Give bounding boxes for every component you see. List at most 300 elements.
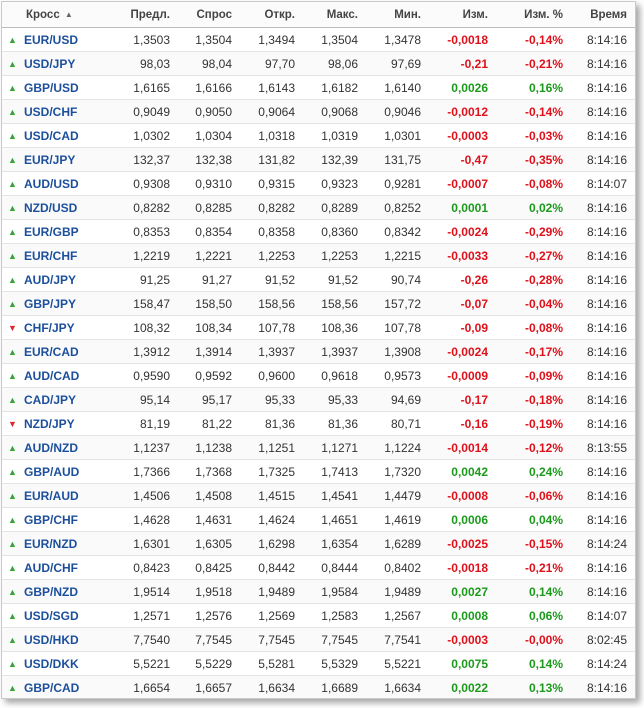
arrow-up-icon: ▲ (8, 226, 17, 237)
high-cell: 158,56 (303, 292, 366, 316)
change-percent-cell: 0,02% (496, 196, 571, 220)
table-row (2, 484, 635, 508)
pair-cell (2, 196, 114, 220)
ask-cell: 1,6305 (178, 532, 240, 556)
low-cell: 1,3908 (366, 340, 429, 364)
pair-link[interactable]: NZD/USD (24, 200, 78, 215)
bid-cell: 132,37 (114, 148, 178, 172)
column-header-time[interactable]: Время (571, 2, 635, 28)
pair-link[interactable]: USD/CAD (24, 128, 79, 143)
low-cell: 94,69 (366, 388, 429, 412)
pair-cell (2, 100, 114, 124)
pair-cell (2, 52, 114, 76)
open-cell: 158,56 (240, 292, 303, 316)
arrow-up-icon: ▲ (8, 514, 17, 525)
bid-cell: 95,14 (114, 388, 178, 412)
time-cell: 8:14:16 (571, 220, 635, 244)
column-header-bid[interactable]: Предл. (114, 2, 178, 28)
open-cell: 0,9315 (240, 172, 303, 196)
change-percent-cell: -0,06% (496, 484, 571, 508)
bid-cell: 5,5221 (114, 652, 178, 676)
arrow-up-icon: ▲ (8, 274, 17, 285)
arrow-up-icon: ▲ (8, 634, 17, 645)
table-row (2, 508, 635, 532)
high-cell: 108,36 (303, 316, 366, 340)
arrow-up-icon: ▲ (8, 370, 17, 381)
pair-link[interactable]: AUD/CHF (24, 560, 78, 575)
column-header-change-percent[interactable]: Изм. % (496, 2, 571, 28)
bid-cell: 91,25 (114, 268, 178, 292)
table-row (2, 436, 635, 460)
change-cell: -0,0018 (429, 556, 496, 580)
pair-link[interactable]: USD/SGD (24, 608, 79, 623)
pair-link[interactable]: USD/HKD (24, 632, 79, 647)
pair-cell (2, 580, 114, 604)
open-cell: 131,82 (240, 148, 303, 172)
column-header-change[interactable]: Изм. (429, 2, 496, 28)
bid-cell: 108,32 (114, 316, 178, 340)
table-row (2, 676, 635, 700)
bid-cell: 0,9308 (114, 172, 178, 196)
change-cell: 0,0022 (429, 676, 496, 700)
pair-link[interactable]: USD/CHF (24, 104, 78, 119)
pair-cell (2, 652, 114, 676)
low-cell: 97,69 (366, 52, 429, 76)
low-cell: 1,9489 (366, 580, 429, 604)
low-cell: 1,0301 (366, 124, 429, 148)
table-row (2, 604, 635, 628)
pair-cell (2, 76, 114, 100)
pair-cell (2, 340, 114, 364)
high-cell: 0,8444 (303, 556, 366, 580)
open-cell: 1,4515 (240, 484, 303, 508)
bid-cell: 1,4506 (114, 484, 178, 508)
low-cell: 0,8252 (366, 196, 429, 220)
time-cell: 8:14:16 (571, 52, 635, 76)
change-cell: -0,17 (429, 388, 496, 412)
time-cell: 8:14:16 (571, 508, 635, 532)
high-cell: 0,9068 (303, 100, 366, 124)
pair-cell (2, 364, 114, 388)
low-cell: 157,72 (366, 292, 429, 316)
pair-link[interactable]: USD/JPY (24, 56, 76, 71)
pair-cell (2, 436, 114, 460)
pair-link[interactable]: AUD/NZD (24, 440, 78, 455)
ask-cell: 1,6657 (178, 676, 240, 700)
bid-cell: 1,9514 (114, 580, 178, 604)
time-cell: 8:02:45 (571, 628, 635, 652)
time-cell: 8:14:16 (571, 340, 635, 364)
open-cell: 1,7325 (240, 460, 303, 484)
open-cell: 0,8358 (240, 220, 303, 244)
table-row (2, 52, 635, 76)
bid-cell: 0,8282 (114, 196, 178, 220)
arrow-up-icon: ▲ (8, 346, 17, 357)
ask-cell: 0,9310 (178, 172, 240, 196)
pair-link[interactable]: EUR/USD (24, 32, 79, 47)
pair-link[interactable]: EUR/GBP (24, 224, 79, 239)
high-cell: 1,4651 (303, 508, 366, 532)
open-cell: 95,33 (240, 388, 303, 412)
pair-link[interactable]: GBP/USD (24, 80, 79, 95)
high-cell: 1,6354 (303, 532, 366, 556)
column-header-high[interactable]: Макс. (303, 2, 366, 28)
change-cell: -0,47 (429, 148, 496, 172)
open-cell: 7,7545 (240, 628, 303, 652)
table-row (2, 292, 635, 316)
change-percent-cell: -0,08% (496, 316, 571, 340)
ask-cell: 108,34 (178, 316, 240, 340)
pair-cell (2, 172, 114, 196)
open-cell: 1,3937 (240, 340, 303, 364)
open-cell: 0,9600 (240, 364, 303, 388)
bid-cell: 0,9590 (114, 364, 178, 388)
pair-cell (2, 484, 114, 508)
table-row (2, 340, 635, 364)
high-cell: 81,36 (303, 412, 366, 436)
change-percent-cell: -0,14% (496, 100, 571, 124)
time-cell: 8:14:16 (571, 484, 635, 508)
pair-link[interactable]: GBP/JPY (24, 296, 77, 311)
change-percent-cell: -0,21% (496, 556, 571, 580)
high-cell: 5,5329 (303, 652, 366, 676)
change-cell: -0,07 (429, 292, 496, 316)
high-cell: 1,6182 (303, 76, 366, 100)
change-cell: -0,0012 (429, 100, 496, 124)
high-cell: 1,2583 (303, 604, 366, 628)
table-body (2, 28, 635, 700)
change-cell: -0,26 (429, 268, 496, 292)
low-cell: 7,7541 (366, 628, 429, 652)
table-row (2, 268, 635, 292)
pair-cell (2, 556, 114, 580)
column-header-pair[interactable] (2, 2, 114, 28)
high-cell: 0,8360 (303, 220, 366, 244)
change-cell: -0,0014 (429, 436, 496, 460)
low-cell: 0,9281 (366, 172, 429, 196)
change-percent-cell: 0,24% (496, 460, 571, 484)
table-row (2, 220, 635, 244)
time-cell: 8:14:16 (571, 100, 635, 124)
open-cell: 1,0318 (240, 124, 303, 148)
pair-link[interactable]: GBP/CAD (24, 680, 80, 695)
ask-cell: 0,9050 (178, 100, 240, 124)
change-percent-cell: -0,19% (496, 412, 571, 436)
pair-link[interactable]: CHF/JPY (24, 320, 75, 335)
ask-cell: 0,8425 (178, 556, 240, 580)
change-cell: -0,0024 (429, 220, 496, 244)
column-header-ask[interactable]: Спрос (178, 2, 240, 28)
change-cell: 0,0042 (429, 460, 496, 484)
bid-cell: 0,9049 (114, 100, 178, 124)
table-row (2, 124, 635, 148)
table-row (2, 244, 635, 268)
pair-link[interactable]: NZD/JPY (24, 416, 75, 431)
open-cell: 5,5281 (240, 652, 303, 676)
low-cell: 1,6634 (366, 676, 429, 700)
arrow-up-icon: ▲ (8, 130, 17, 141)
low-cell: 1,4479 (366, 484, 429, 508)
pair-link[interactable]: EUR/NZD (24, 536, 78, 551)
ask-cell: 0,8354 (178, 220, 240, 244)
bid-cell: 1,3912 (114, 340, 178, 364)
table-row (2, 148, 635, 172)
ask-cell: 1,4508 (178, 484, 240, 508)
ask-cell: 1,0304 (178, 124, 240, 148)
table-row (2, 652, 635, 676)
bid-cell: 1,1237 (114, 436, 178, 460)
time-cell: 8:14:24 (571, 532, 635, 556)
table-row (2, 196, 635, 220)
high-cell: 91,52 (303, 268, 366, 292)
high-cell: 0,9618 (303, 364, 366, 388)
arrow-up-icon: ▲ (8, 250, 17, 261)
change-percent-cell: 0,14% (496, 580, 571, 604)
change-percent-cell: -0,29% (496, 220, 571, 244)
cross-rates-table (2, 2, 635, 699)
change-percent-cell: 0,14% (496, 652, 571, 676)
change-percent-cell: -0,35% (496, 148, 571, 172)
open-cell: 97,70 (240, 52, 303, 76)
change-cell: -0,0008 (429, 484, 496, 508)
arrow-down-icon: ▼ (8, 418, 17, 429)
arrow-up-icon: ▲ (8, 466, 17, 477)
bid-cell: 7,7540 (114, 628, 178, 652)
bid-cell: 1,2219 (114, 244, 178, 268)
open-cell: 1,4624 (240, 508, 303, 532)
time-cell: 8:14:16 (571, 28, 635, 52)
arrow-up-icon: ▲ (8, 298, 17, 309)
high-cell: 98,06 (303, 52, 366, 76)
arrow-up-icon: ▲ (8, 394, 17, 405)
ask-cell: 1,2576 (178, 604, 240, 628)
table-row (2, 532, 635, 556)
pair-cell (2, 316, 114, 340)
pair-link[interactable]: GBP/AUD (24, 464, 80, 479)
arrow-up-icon: ▲ (8, 34, 17, 45)
time-cell: 8:14:16 (571, 268, 635, 292)
arrow-up-icon: ▲ (8, 562, 17, 573)
pair-cell (2, 388, 114, 412)
low-cell: 131,75 (366, 148, 429, 172)
change-percent-cell: 0,06% (496, 604, 571, 628)
pair-cell (2, 28, 114, 52)
ask-cell: 95,17 (178, 388, 240, 412)
arrow-up-icon: ▲ (8, 58, 17, 69)
high-cell: 95,33 (303, 388, 366, 412)
open-cell: 107,78 (240, 316, 303, 340)
ask-cell: 1,7368 (178, 460, 240, 484)
low-cell: 1,2567 (366, 604, 429, 628)
low-cell: 80,71 (366, 412, 429, 436)
change-percent-cell: 0,16% (496, 76, 571, 100)
high-cell: 7,7545 (303, 628, 366, 652)
open-cell: 0,9064 (240, 100, 303, 124)
change-percent-cell: -0,03% (496, 124, 571, 148)
time-cell: 8:14:16 (571, 148, 635, 172)
open-cell: 1,6143 (240, 76, 303, 100)
pair-cell (2, 460, 114, 484)
open-cell: 1,6298 (240, 532, 303, 556)
high-cell: 0,9323 (303, 172, 366, 196)
time-cell: 8:14:16 (571, 292, 635, 316)
low-cell: 0,9046 (366, 100, 429, 124)
change-percent-cell: -0,12% (496, 436, 571, 460)
pair-cell (2, 604, 114, 628)
table-row (2, 172, 635, 196)
time-cell: 8:14:16 (571, 124, 635, 148)
pair-cell (2, 628, 114, 652)
bid-cell: 1,3503 (114, 28, 178, 52)
ask-cell: 1,3914 (178, 340, 240, 364)
low-cell: 0,9573 (366, 364, 429, 388)
high-cell: 0,8289 (303, 196, 366, 220)
time-cell: 8:14:07 (571, 604, 635, 628)
high-cell: 1,0319 (303, 124, 366, 148)
table-row (2, 100, 635, 124)
open-cell: 91,52 (240, 268, 303, 292)
bid-cell: 1,4628 (114, 508, 178, 532)
change-cell: -0,0009 (429, 364, 496, 388)
pair-link[interactable]: USD/DKK (24, 656, 79, 671)
low-cell: 1,1224 (366, 436, 429, 460)
low-cell: 5,5221 (366, 652, 429, 676)
low-cell: 0,8342 (366, 220, 429, 244)
time-cell: 8:14:16 (571, 76, 635, 100)
arrow-up-icon: ▲ (8, 586, 17, 597)
pair-link[interactable]: EUR/JPY (24, 152, 76, 167)
change-cell: -0,0033 (429, 244, 496, 268)
arrow-up-icon: ▲ (8, 682, 17, 693)
open-cell: 1,2569 (240, 604, 303, 628)
open-cell: 1,6634 (240, 676, 303, 700)
change-cell: -0,16 (429, 412, 496, 436)
pair-link[interactable]: EUR/CHF (24, 248, 78, 263)
table-row (2, 364, 635, 388)
change-cell: 0,0008 (429, 604, 496, 628)
ask-cell: 0,8285 (178, 196, 240, 220)
table-row (2, 460, 635, 484)
table-row (2, 556, 635, 580)
column-header-low[interactable]: Мин. (366, 2, 429, 28)
change-percent-cell: -0,18% (496, 388, 571, 412)
ask-cell: 1,4631 (178, 508, 240, 532)
bid-cell: 1,6301 (114, 532, 178, 556)
open-cell: 1,3494 (240, 28, 303, 52)
table-row (2, 412, 635, 436)
open-cell: 0,8282 (240, 196, 303, 220)
bid-cell: 81,19 (114, 412, 178, 436)
ask-cell: 1,2221 (178, 244, 240, 268)
bid-cell: 1,6165 (114, 76, 178, 100)
low-cell: 107,78 (366, 316, 429, 340)
table-row (2, 580, 635, 604)
change-cell: 0,0006 (429, 508, 496, 532)
change-percent-cell: -0,21% (496, 52, 571, 76)
high-cell: 1,3504 (303, 28, 366, 52)
change-percent-cell: -0,15% (496, 532, 571, 556)
change-percent-cell: -0,28% (496, 268, 571, 292)
column-header-open[interactable]: Откр. (240, 2, 303, 28)
low-cell: 90,74 (366, 268, 429, 292)
change-percent-cell: -0,27% (496, 244, 571, 268)
low-cell: 1,2215 (366, 244, 429, 268)
table-row (2, 76, 635, 100)
open-cell: 1,9489 (240, 580, 303, 604)
time-cell: 8:14:07 (571, 172, 635, 196)
change-percent-cell: -0,17% (496, 340, 571, 364)
pair-link[interactable]: EUR/CAD (24, 344, 79, 359)
bid-cell: 1,6654 (114, 676, 178, 700)
high-cell: 1,4541 (303, 484, 366, 508)
arrow-up-icon: ▲ (8, 154, 17, 165)
arrow-up-icon: ▲ (8, 442, 17, 453)
open-cell: 81,36 (240, 412, 303, 436)
ask-cell: 98,04 (178, 52, 240, 76)
change-cell: 0,0026 (429, 76, 496, 100)
change-cell: -0,0003 (429, 124, 496, 148)
arrow-up-icon: ▲ (8, 202, 17, 213)
high-cell: 1,2253 (303, 244, 366, 268)
arrow-up-icon: ▲ (8, 538, 17, 549)
change-percent-cell: 0,04% (496, 508, 571, 532)
time-cell: 8:14:16 (571, 316, 635, 340)
change-cell: 0,0001 (429, 196, 496, 220)
pair-link[interactable]: EUR/AUD (24, 488, 79, 503)
pair-cell (2, 508, 114, 532)
pair-cell (2, 676, 114, 700)
arrow-down-icon: ▼ (8, 322, 17, 333)
low-cell: 0,8402 (366, 556, 429, 580)
table-row (2, 28, 635, 52)
open-cell: 0,8442 (240, 556, 303, 580)
bid-cell: 98,03 (114, 52, 178, 76)
change-percent-cell: 0,13% (496, 676, 571, 700)
table-row (2, 316, 635, 340)
low-cell: 1,3478 (366, 28, 429, 52)
pair-link[interactable]: CAD/JPY (24, 392, 77, 407)
pair-link[interactable]: GBP/CHF (24, 512, 78, 527)
ask-cell: 7,7545 (178, 628, 240, 652)
time-cell: 8:14:16 (571, 196, 635, 220)
high-cell: 1,1271 (303, 436, 366, 460)
time-cell: 8:14:16 (571, 580, 635, 604)
change-cell: -0,09 (429, 316, 496, 340)
pair-link[interactable]: AUD/JPY (24, 272, 77, 287)
time-cell: 8:13:55 (571, 436, 635, 460)
change-cell: -0,0003 (429, 628, 496, 652)
bid-cell: 158,47 (114, 292, 178, 316)
ask-cell: 1,1238 (178, 436, 240, 460)
bid-cell: 0,8353 (114, 220, 178, 244)
ask-cell: 1,3504 (178, 28, 240, 52)
ask-cell: 1,9518 (178, 580, 240, 604)
change-percent-cell: -0,08% (496, 172, 571, 196)
bid-cell: 1,0302 (114, 124, 178, 148)
high-cell: 1,3937 (303, 340, 366, 364)
pair-link[interactable]: AUD/CAD (24, 368, 80, 383)
table-row (2, 388, 635, 412)
ask-cell: 132,38 (178, 148, 240, 172)
high-cell: 1,6689 (303, 676, 366, 700)
pair-cell (2, 148, 114, 172)
low-cell: 1,4619 (366, 508, 429, 532)
change-cell: 0,0027 (429, 580, 496, 604)
arrow-up-icon: ▲ (8, 490, 17, 501)
pair-link[interactable]: GBP/NZD (24, 584, 78, 599)
pair-link[interactable]: AUD/USD (24, 176, 79, 191)
pair-cell (2, 268, 114, 292)
